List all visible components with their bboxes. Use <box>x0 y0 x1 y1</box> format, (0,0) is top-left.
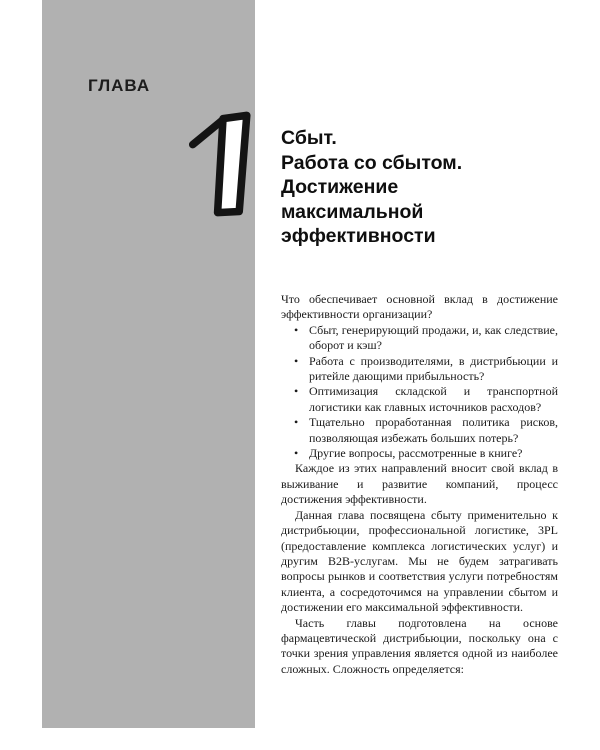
bullet-icon: • <box>294 446 299 461</box>
list-item <box>281 384 558 415</box>
bullet-icon: • <box>294 353 299 368</box>
list-item-text: Работа с производителями, в дистрибьюции и ритейле дающими прибыльность? <box>309 353 558 384</box>
list-item-text: Тщательно проработанная политика рисков, позволяющая избежать больших потерь? <box>309 415 558 445</box>
body-paragraph: Каждое из этих направлений вносит свой вклад в выживание и развитие компаний, процесс достижения эффективности. <box>281 461 558 507</box>
list-item-text: Оптимизация складской и транспортной логистики как главных источников расходов? <box>309 384 558 414</box>
list-item-text: Другие вопросы, рассмотренные в книге? <box>309 446 523 461</box>
chapter-title-line: Работа со сбытом. <box>281 151 463 174</box>
body-text-column <box>281 292 558 677</box>
bullet-icon: • <box>294 384 299 399</box>
chapter-number-one-icon <box>183 110 263 218</box>
list-item <box>281 323 558 354</box>
chapter-title <box>281 126 571 249</box>
list-item <box>281 354 558 385</box>
bullet-icon: • <box>294 415 299 430</box>
list-item-text: Сбыт, генерирующий продажи, и, как следствие, оборот и кэш? <box>309 322 558 353</box>
bullet-list <box>281 323 558 462</box>
list-item <box>281 446 558 461</box>
body-paragraph: Данная глава посвящена сбыту применительно к дистрибьюции, профессиональной логистике, 3PL (предоставление комплекса логистических услуг) и другим B2B-услугам. Мы не будем затрагивать вопросы рынков и соответствия услуги потребностям клиента, а сосредоточимся на управлении сбытом и достижении его максимальной эффективности. <box>281 507 558 615</box>
chapter-title-line: максимальной <box>281 200 424 223</box>
body-paragraph: Часть главы подготовлена на основе фармацевтической дистрибьюции, поскольку она с точки зрения управления является одной из наиболее сложных. Сложность определяется: <box>281 615 558 676</box>
chapter-title-line: эффективности <box>281 225 436 247</box>
list-item <box>281 415 558 446</box>
intro-paragraph: Что обеспечивает основной вклад в достижение эффективности организации? <box>281 292 558 322</box>
bullet-icon: • <box>294 322 299 337</box>
chapter-label: ГЛАВА <box>88 76 151 95</box>
chapter-title-line: Сбыт. <box>281 127 337 149</box>
chapter-title-line: Достижение <box>281 176 399 198</box>
